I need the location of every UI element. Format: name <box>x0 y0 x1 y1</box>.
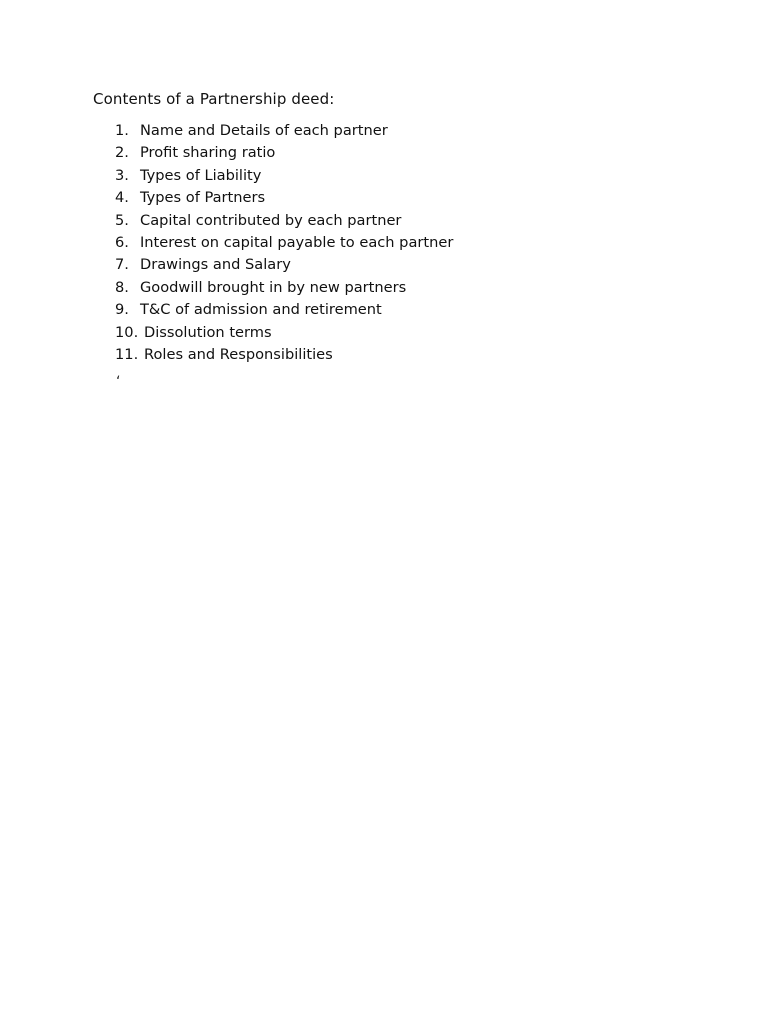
list-item <box>115 255 453 277</box>
list-item <box>115 211 453 233</box>
list-item-number: 3. <box>115 166 129 184</box>
contents-list <box>115 121 453 367</box>
document-heading: Contents of a Partnership deed: <box>93 90 335 108</box>
list-item-number: 4. <box>115 189 129 207</box>
list-item-text: Types of Liability <box>140 166 262 184</box>
list-item <box>115 188 453 210</box>
list-item-number: 7. <box>115 256 129 274</box>
list-item-number: 10. <box>115 323 139 341</box>
list-item <box>115 121 453 143</box>
list-item-number: 9. <box>115 301 129 319</box>
stray-mark: ‘ <box>116 374 121 390</box>
list-item-text: Drawings and Salary <box>140 256 291 274</box>
list-item-number: 8. <box>115 278 129 296</box>
list-item <box>115 278 453 300</box>
list-item <box>115 323 453 345</box>
list-item <box>115 345 453 367</box>
list-item-text: Goodwill brought in by new partners <box>140 278 407 296</box>
list-item <box>115 233 453 255</box>
list-item-text: Capital contributed by each partner <box>140 211 402 229</box>
list-item-text: T&C of admission and retirement <box>140 301 382 319</box>
list-item-number: 1. <box>115 122 129 139</box>
list-item <box>115 143 453 165</box>
list-item-text: Interest on capital payable to each partner <box>140 233 454 251</box>
list-item-text: Name and Details of each partner <box>140 122 388 139</box>
list-item-number: 5. <box>115 211 129 229</box>
list-item-text: Roles and Responsibilities <box>144 345 333 363</box>
list-item-text: Profit sharing ratio <box>140 144 276 162</box>
list-item-text: Types of Partners <box>140 189 266 207</box>
list-item-number: 11. <box>115 345 139 363</box>
list-item <box>115 300 453 322</box>
list-item-text: Dissolution terms <box>144 323 272 341</box>
list-item-number: 2. <box>115 144 129 162</box>
list-item-number: 6. <box>115 233 129 251</box>
list-item <box>115 166 453 188</box>
